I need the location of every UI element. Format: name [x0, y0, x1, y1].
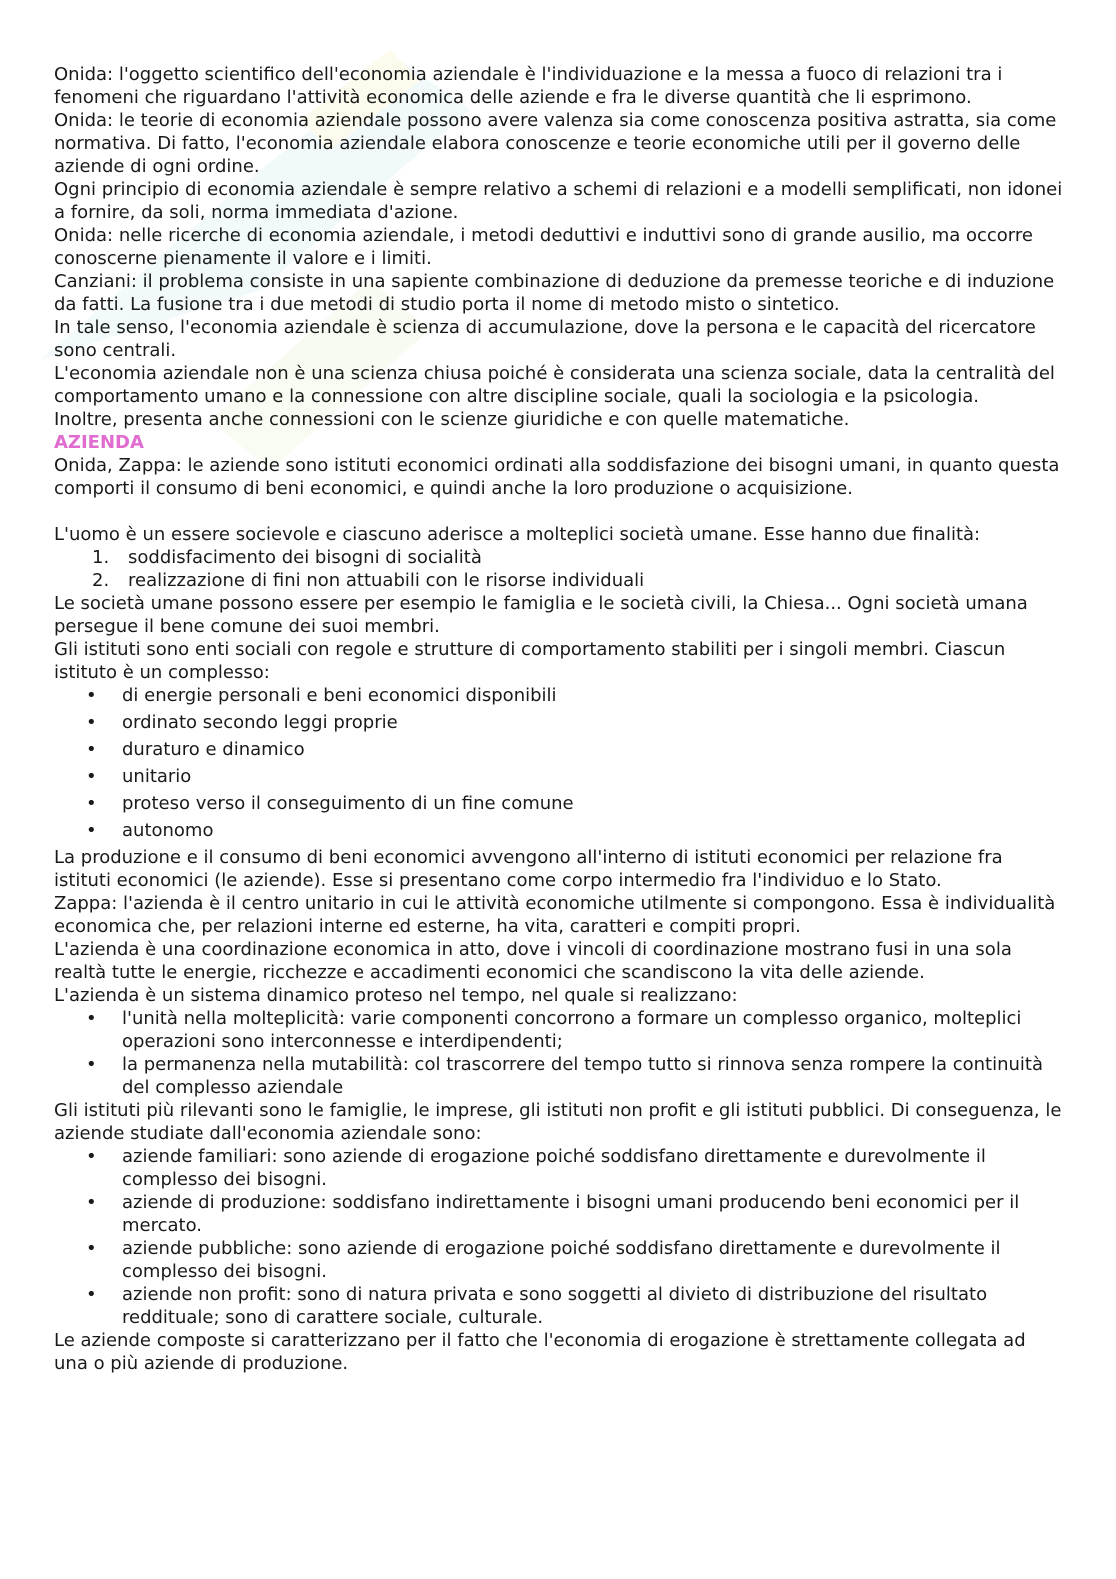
- paragraph: Onida, Zappa: le aziende sono istituti economici ordinati alla soddisfazione dei bisogni umani, in quanto questa comporti il consumo di beni economici, e quindi anche la loro produzione o acquisizione.: [54, 455, 1060, 499]
- numbered-list: [54, 546, 1064, 592]
- list-item: [54, 546, 1064, 569]
- list-item: • di energie personali e beni economici disponibili: [54, 684, 1064, 707]
- paragraph: In tale senso, l'economia aziendale è scienza di accumulazione, dove la persona e le capacità del ricercatore sono centrali.: [54, 317, 1036, 361]
- paragraph: Zappa: l'azienda è il centro unitario in cui le attività economiche utilmente si compongono. Essa è individualità economica che, per relazioni interne ed esterne, ha vita, caratteri e compiti propri.: [54, 893, 1056, 937]
- blank-line: [54, 500, 1064, 523]
- list-item: • autonomo: [54, 819, 1064, 842]
- list-item: • la permanenza nella mutabilità: col trascorrere del tempo tutto si rinnova senza rompere la continuità del complesso aziendale: [54, 1053, 1064, 1099]
- paragraph: L'economia aziendale non è una scienza chiusa poiché è considerata una scienza sociale, data la centralità del comportamento umano e la connessione con altre discipline sociale, quali la sociologia e la psicologia.: [54, 363, 1055, 407]
- paragraph: Gli istituti più rilevanti sono le famiglie, le imprese, gli istituti non profit e gli istituti pubblici. Di conseguenza, le aziende studiate dall'economia aziendale sono:: [54, 1100, 1062, 1144]
- list-item-text: soddisfacimento dei bisogni di socialità: [128, 547, 482, 568]
- list-item: • unitario: [54, 765, 1064, 788]
- paragraph: La produzione e il consumo di beni economici avvengono all'interno di istituti economici per relazione fra istituti economici (le aziende). Esse si presentano come corpo intermedio fra l'individuo e lo Stato.: [54, 847, 1003, 891]
- paragraph: Inoltre, presenta anche connessioni con le scienze giuridiche e con quelle matematiche.: [54, 409, 850, 430]
- list-item-text: realizzazione di fini non attuabili con le risorse individuali: [128, 570, 645, 591]
- list-item: [54, 569, 1064, 592]
- paragraph: L'uomo è un essere socievole e ciascuno aderisce a molteplici società umane. Esse hanno due finalità:: [54, 524, 981, 545]
- paragraph: L'azienda è un sistema dinamico proteso nel tempo, nel quale si realizzano:: [54, 985, 738, 1006]
- list-item: • proteso verso il conseguimento di un fine comune: [54, 792, 1064, 815]
- paragraph: Le società umane possono essere per esempio le famiglia e le società civili, la Chiesa... Ogni società umana persegue il bene comune dei suoi membri.: [54, 593, 1028, 637]
- paragraph: Gli istituti sono enti sociali con regole e strutture di comportamento stabiliti per i singoli membri. Ciascun istituto è un complesso:: [54, 639, 1006, 683]
- paragraph: Ogni principio di economia aziendale è sempre relativo a schemi di relazioni e a modelli semplificati, non idonei a fornire, da soli, norma immediata d'azione.: [54, 179, 1063, 223]
- paragraph: Le aziende composte si caratterizzano per il fatto che l'economia di erogazione è strettamente collegata ad una o più aziende di produzione.: [54, 1330, 1026, 1374]
- paragraph: Onida: nelle ricerche di economia aziendale, i metodi deduttivi e induttivi sono di grande ausilio, ma occorre conoscerne pienamente il valore e i limiti.: [54, 225, 1033, 269]
- list-item: • aziende pubbliche: sono aziende di erogazione poiché soddisfano direttamente e durevolmente il complesso dei bisogni.: [54, 1237, 1064, 1283]
- paragraph: Canziani: il problema consiste in una sapiente combinazione di deduzione da premesse teoriche e di induzione da fatti. La fusione tra i due metodi di studio porta il nome di metodo misto o sintetico.: [54, 271, 1055, 315]
- list-number: 2.: [92, 570, 110, 591]
- list-item: • aziende familiari: sono aziende di erogazione poiché soddisfano direttamente e durevolmente il complesso dei bisogni.: [54, 1145, 1064, 1191]
- section-heading: AZIENDA: [54, 432, 144, 453]
- bullet-list: [54, 1145, 1064, 1329]
- bullet-list: [54, 684, 1064, 842]
- list-item: • ordinato secondo leggi proprie: [54, 711, 1064, 734]
- paragraph: Onida: l'oggetto scientifico dell'economia aziendale è l'individuazione e la messa a fuoco di relazioni tra i fenomeni che riguardano l'attività economica delle aziende e fra le diverse quantità che li esprimono.: [54, 64, 1003, 108]
- paragraph: Onida: le teorie di economia aziendale possono avere valenza sia come conoscenza positiva astratta, sia come normativa. Di fatto, l'economia aziendale elabora conoscenze e teorie economiche utili per il governo delle aziende di ogni ordine.: [54, 110, 1057, 177]
- bullet-list: [54, 1007, 1064, 1099]
- list-number: 1.: [92, 547, 110, 568]
- list-item: • l'unità nella molteplicità: varie componenti concorrono a formare un complesso organico, molteplici operazioni sono interconnesse e interdipendenti;: [54, 1007, 1064, 1053]
- intro-section: [54, 63, 1064, 431]
- list-item: • aziende non profit: sono di natura privata e sono soggetti al divieto di distribuzione del risultato reddituale; sono di carattere sociale, culturale.: [54, 1283, 1064, 1329]
- paragraph: L'azienda è una coordinazione economica in atto, dove i vincoli di coordinazione mostrano fusi in una sola realtà tutte le energie, ricchezze e accadimenti economici che scandiscono la vita delle aziende.: [54, 939, 1012, 983]
- list-item: • aziende di produzione: soddisfano indirettamente i bisogni umani producendo beni economici per il mercato.: [54, 1191, 1064, 1237]
- list-item: • duraturo e dinamico: [54, 738, 1064, 761]
- document-page: [54, 63, 1064, 1375]
